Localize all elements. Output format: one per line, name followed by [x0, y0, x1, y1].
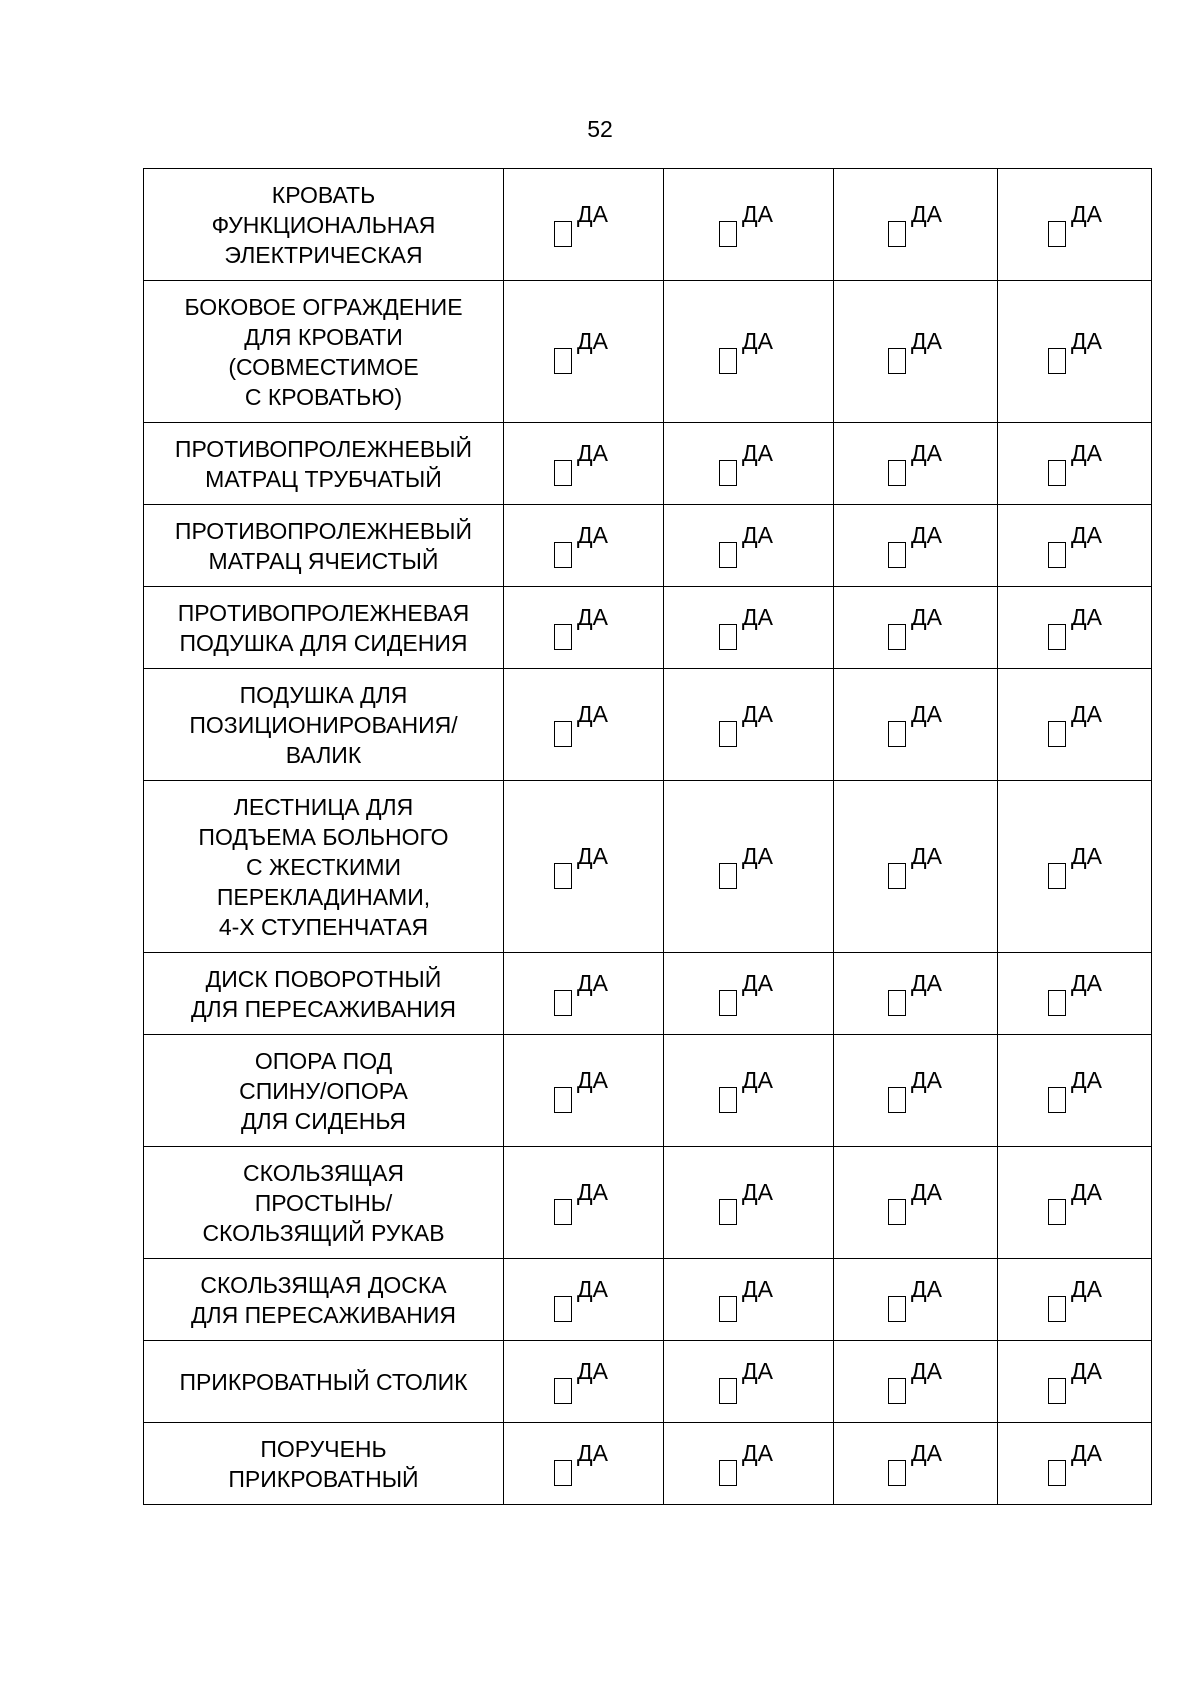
yes-label: ДА — [577, 1178, 608, 1205]
option-cell — [664, 281, 834, 423]
table-row — [144, 1423, 1152, 1505]
yes-checkbox[interactable] — [1048, 1087, 1066, 1113]
yes-label: ДА — [911, 969, 942, 996]
yes-checkbox[interactable] — [719, 624, 737, 650]
option-wrapper — [834, 522, 997, 570]
yes-label: ДА — [742, 1357, 773, 1384]
yes-checkbox[interactable] — [1048, 1199, 1066, 1225]
option-cell — [834, 1259, 998, 1341]
yes-label: ДА — [1071, 439, 1102, 466]
yes-label: ДА — [577, 521, 608, 548]
option-cell — [664, 1423, 834, 1505]
yes-label: ДА — [742, 327, 773, 354]
yes-checkbox[interactable] — [1048, 221, 1066, 247]
yes-checkbox[interactable] — [554, 1296, 572, 1322]
option-wrapper — [998, 1276, 1151, 1324]
option-wrapper — [504, 843, 663, 891]
option-wrapper — [504, 970, 663, 1018]
yes-label: ДА — [1071, 1357, 1102, 1384]
option-cell — [664, 1259, 834, 1341]
table-row — [144, 953, 1152, 1035]
yes-checkbox[interactable] — [554, 1087, 572, 1113]
option-cell — [834, 1423, 998, 1505]
option-cell — [834, 1341, 998, 1423]
yes-label: ДА — [911, 603, 942, 630]
option-wrapper — [504, 1276, 663, 1324]
option-cell — [998, 1147, 1152, 1259]
yes-checkbox[interactable] — [719, 1378, 737, 1404]
item-label: ПРОТИВОПРОЛЕЖНЕВАЯ ПОДУШКА ДЛЯ СИДЕНИЯ — [144, 587, 504, 669]
option-wrapper — [664, 970, 833, 1018]
option-cell — [504, 505, 664, 587]
option-cell — [998, 1423, 1152, 1505]
yes-checkbox[interactable] — [554, 1199, 572, 1225]
option-cell — [998, 1259, 1152, 1341]
item-label: ПРИКРОВАТНЫЙ СТОЛИК — [144, 1341, 504, 1423]
option-cell — [998, 1035, 1152, 1147]
item-label: ПРОТИВОПРОЛЕЖНЕВЫЙ МАТРАЦ ТРУБЧАТЫЙ — [144, 423, 504, 505]
yes-label: ДА — [577, 700, 608, 727]
yes-checkbox[interactable] — [888, 1460, 906, 1486]
yes-label: ДА — [911, 1178, 942, 1205]
table-row — [144, 423, 1152, 505]
yes-checkbox[interactable] — [719, 542, 737, 568]
option-cell — [504, 587, 664, 669]
yes-checkbox[interactable] — [554, 721, 572, 747]
table-row — [144, 1035, 1152, 1147]
yes-label: ДА — [742, 700, 773, 727]
yes-label: ДА — [911, 1275, 942, 1302]
option-wrapper — [834, 1440, 997, 1488]
option-wrapper — [834, 328, 997, 376]
yes-label: ДА — [1071, 327, 1102, 354]
yes-checkbox[interactable] — [554, 348, 572, 374]
option-cell — [504, 169, 664, 281]
option-cell — [664, 505, 834, 587]
yes-checkbox[interactable] — [554, 1378, 572, 1404]
option-cell — [504, 1423, 664, 1505]
option-cell — [998, 169, 1152, 281]
option-wrapper — [664, 701, 833, 749]
yes-checkbox[interactable] — [1048, 990, 1066, 1016]
yes-checkbox[interactable] — [719, 990, 737, 1016]
option-wrapper — [834, 1358, 997, 1406]
yes-checkbox[interactable] — [719, 221, 737, 247]
table-row — [144, 169, 1152, 281]
option-wrapper — [664, 1440, 833, 1488]
yes-checkbox[interactable] — [1048, 721, 1066, 747]
option-cell — [664, 1035, 834, 1147]
yes-label: ДА — [577, 439, 608, 466]
yes-label: ДА — [911, 521, 942, 548]
option-cell — [664, 587, 834, 669]
yes-checkbox[interactable] — [554, 863, 572, 889]
yes-label: ДА — [911, 1066, 942, 1093]
yes-label: ДА — [1071, 1275, 1102, 1302]
option-cell — [834, 669, 998, 781]
yes-label: ДА — [911, 439, 942, 466]
option-cell — [998, 1341, 1152, 1423]
yes-checkbox[interactable] — [888, 348, 906, 374]
yes-label: ДА — [577, 200, 608, 227]
yes-checkbox[interactable] — [888, 542, 906, 568]
option-cell — [834, 1035, 998, 1147]
yes-label: ДА — [577, 969, 608, 996]
option-wrapper — [998, 522, 1151, 570]
checklist-body — [144, 169, 1152, 1505]
option-wrapper — [834, 604, 997, 652]
item-label: ПРОТИВОПРОЛЕЖНЕВЫЙ МАТРАЦ ЯЧЕИСТЫЙ — [144, 505, 504, 587]
option-wrapper — [504, 522, 663, 570]
option-cell — [834, 953, 998, 1035]
yes-checkbox[interactable] — [719, 721, 737, 747]
yes-checkbox[interactable] — [719, 1199, 737, 1225]
option-wrapper — [504, 701, 663, 749]
option-wrapper — [504, 1067, 663, 1115]
item-label: ПОРУЧЕНЬ ПРИКРОВАТНЫЙ — [144, 1423, 504, 1505]
option-cell — [504, 781, 664, 953]
option-wrapper — [998, 201, 1151, 249]
yes-checkbox[interactable] — [1048, 348, 1066, 374]
yes-checkbox[interactable] — [888, 221, 906, 247]
option-wrapper — [504, 440, 663, 488]
option-wrapper — [834, 201, 997, 249]
yes-label: ДА — [742, 969, 773, 996]
option-cell — [834, 281, 998, 423]
yes-checkbox[interactable] — [719, 348, 737, 374]
yes-label: ДА — [1071, 969, 1102, 996]
option-cell — [834, 781, 998, 953]
option-cell — [998, 281, 1152, 423]
option-cell — [834, 587, 998, 669]
option-wrapper — [998, 970, 1151, 1018]
yes-label: ДА — [742, 439, 773, 466]
yes-checkbox[interactable] — [554, 542, 572, 568]
option-wrapper — [834, 1276, 997, 1324]
option-wrapper — [504, 201, 663, 249]
yes-checkbox[interactable] — [1048, 542, 1066, 568]
option-cell — [998, 953, 1152, 1035]
option-wrapper — [504, 604, 663, 652]
option-wrapper — [834, 1067, 997, 1115]
option-wrapper — [504, 1358, 663, 1406]
yes-label: ДА — [742, 521, 773, 548]
yes-checkbox[interactable] — [719, 863, 737, 889]
yes-label: ДА — [742, 1275, 773, 1302]
yes-checkbox[interactable] — [554, 624, 572, 650]
yes-label: ДА — [911, 1439, 942, 1466]
option-wrapper — [504, 328, 663, 376]
yes-checkbox[interactable] — [888, 863, 906, 889]
option-wrapper — [998, 1179, 1151, 1227]
yes-checkbox[interactable] — [1048, 1296, 1066, 1322]
table-row — [144, 1341, 1152, 1423]
yes-label: ДА — [577, 327, 608, 354]
yes-label: ДА — [1071, 1439, 1102, 1466]
yes-label: ДА — [742, 603, 773, 630]
option-wrapper — [998, 328, 1151, 376]
option-wrapper — [998, 843, 1151, 891]
yes-checkbox[interactable] — [888, 460, 906, 486]
option-wrapper — [504, 1440, 663, 1488]
yes-label: ДА — [577, 1275, 608, 1302]
item-label: СКОЛЬЗЯЩАЯ ДОСКА ДЛЯ ПЕРЕСАЖИВАНИЯ — [144, 1259, 504, 1341]
yes-label: ДА — [911, 1357, 942, 1384]
item-label: ЛЕСТНИЦА ДЛЯ ПОДЪЕМА БОЛЬНОГО С ЖЕСТКИМИ ПЕРЕКЛАДИНАМИ, 4-Х СТУПЕНЧАТАЯ — [144, 781, 504, 953]
yes-label: ДА — [911, 327, 942, 354]
option-wrapper — [664, 201, 833, 249]
yes-checkbox[interactable] — [554, 460, 572, 486]
option-wrapper — [664, 328, 833, 376]
option-wrapper — [664, 843, 833, 891]
option-cell — [504, 1341, 664, 1423]
option-wrapper — [834, 1179, 997, 1227]
table-row — [144, 281, 1152, 423]
option-wrapper — [664, 1358, 833, 1406]
option-cell — [998, 781, 1152, 953]
page-number: 52 — [587, 116, 613, 142]
yes-label: ДА — [1071, 842, 1102, 869]
option-wrapper — [664, 440, 833, 488]
option-wrapper — [664, 1067, 833, 1115]
yes-label: ДА — [1071, 1178, 1102, 1205]
yes-checkbox[interactable] — [888, 990, 906, 1016]
option-cell — [664, 669, 834, 781]
item-label: ПОДУШКА ДЛЯ ПОЗИЦИОНИРОВАНИЯ/ ВАЛИК — [144, 669, 504, 781]
option-wrapper — [664, 522, 833, 570]
yes-checkbox[interactable] — [888, 1199, 906, 1225]
option-wrapper — [504, 1179, 663, 1227]
option-cell — [504, 281, 664, 423]
yes-checkbox[interactable] — [888, 624, 906, 650]
yes-checkbox[interactable] — [888, 1378, 906, 1404]
yes-label: ДА — [577, 1357, 608, 1384]
option-cell — [664, 169, 834, 281]
yes-label: ДА — [742, 1178, 773, 1205]
yes-label: ДА — [742, 1066, 773, 1093]
yes-label: ДА — [577, 1066, 608, 1093]
option-cell — [998, 423, 1152, 505]
option-wrapper — [664, 1276, 833, 1324]
item-label: ДИСК ПОВОРОТНЫЙ ДЛЯ ПЕРЕСАЖИВАНИЯ — [144, 953, 504, 1035]
item-label: БОКОВОЕ ОГРАЖДЕНИЕ ДЛЯ КРОВАТИ (СОВМЕСТИМОЕ С КРОВАТЬЮ) — [144, 281, 504, 423]
option-cell — [998, 669, 1152, 781]
option-cell — [834, 169, 998, 281]
item-label: ОПОРА ПОД СПИНУ/ОПОРА ДЛЯ СИДЕНЬЯ — [144, 1035, 504, 1147]
yes-checkbox[interactable] — [888, 1296, 906, 1322]
yes-checkbox[interactable] — [554, 990, 572, 1016]
yes-checkbox[interactable] — [719, 460, 737, 486]
yes-label: ДА — [1071, 200, 1102, 227]
option-wrapper — [998, 440, 1151, 488]
table-row — [144, 669, 1152, 781]
yes-checkbox[interactable] — [1048, 1378, 1066, 1404]
option-cell — [504, 1147, 664, 1259]
option-cell — [998, 505, 1152, 587]
yes-checkbox[interactable] — [1048, 624, 1066, 650]
yes-label: ДА — [1071, 1066, 1102, 1093]
table-row — [144, 1259, 1152, 1341]
table-row — [144, 1147, 1152, 1259]
option-wrapper — [998, 1358, 1151, 1406]
yes-checkbox[interactable] — [1048, 460, 1066, 486]
table-row — [144, 587, 1152, 669]
option-cell — [504, 953, 664, 1035]
option-wrapper — [998, 1440, 1151, 1488]
option-wrapper — [834, 701, 997, 749]
yes-checkbox[interactable] — [719, 1087, 737, 1113]
option-cell — [834, 505, 998, 587]
yes-label: ДА — [577, 603, 608, 630]
option-wrapper — [664, 604, 833, 652]
yes-label: ДА — [911, 200, 942, 227]
yes-checkbox[interactable] — [1048, 863, 1066, 889]
equipment-checklist-table — [143, 168, 1152, 1505]
yes-checkbox[interactable] — [1048, 1460, 1066, 1486]
option-cell — [998, 587, 1152, 669]
yes-label: ДА — [911, 842, 942, 869]
option-wrapper — [998, 701, 1151, 749]
option-wrapper — [834, 970, 997, 1018]
option-cell — [664, 781, 834, 953]
yes-checkbox[interactable] — [888, 1087, 906, 1113]
yes-checkbox[interactable] — [719, 1460, 737, 1486]
option-wrapper — [998, 1067, 1151, 1115]
option-cell — [664, 1147, 834, 1259]
yes-label: ДА — [742, 1439, 773, 1466]
yes-label: ДА — [911, 700, 942, 727]
table-row — [144, 781, 1152, 953]
yes-label: ДА — [1071, 700, 1102, 727]
option-wrapper — [664, 1179, 833, 1227]
yes-label: ДА — [1071, 603, 1102, 630]
yes-label: ДА — [577, 842, 608, 869]
yes-checkbox[interactable] — [719, 1296, 737, 1322]
option-cell — [664, 1341, 834, 1423]
item-label: СКОЛЬЗЯЩАЯ ПРОСТЫНЬ/ СКОЛЬЗЯЩИЙ РУКАВ — [144, 1147, 504, 1259]
yes-label: ДА — [1071, 521, 1102, 548]
yes-label: ДА — [742, 842, 773, 869]
yes-checkbox[interactable] — [888, 721, 906, 747]
item-label: КРОВАТЬ ФУНКЦИОНАЛЬНАЯ ЭЛЕКТРИЧЕСКАЯ — [144, 169, 504, 281]
option-wrapper — [834, 440, 997, 488]
option-wrapper — [834, 843, 997, 891]
option-cell — [504, 1035, 664, 1147]
option-cell — [504, 423, 664, 505]
yes-checkbox[interactable] — [554, 221, 572, 247]
option-cell — [664, 953, 834, 1035]
yes-label: ДА — [577, 1439, 608, 1466]
option-cell — [504, 1259, 664, 1341]
option-cell — [834, 1147, 998, 1259]
option-cell — [664, 423, 834, 505]
yes-label: ДА — [742, 200, 773, 227]
option-cell — [834, 423, 998, 505]
option-cell — [504, 669, 664, 781]
yes-checkbox[interactable] — [554, 1460, 572, 1486]
option-wrapper — [998, 604, 1151, 652]
table-row — [144, 505, 1152, 587]
